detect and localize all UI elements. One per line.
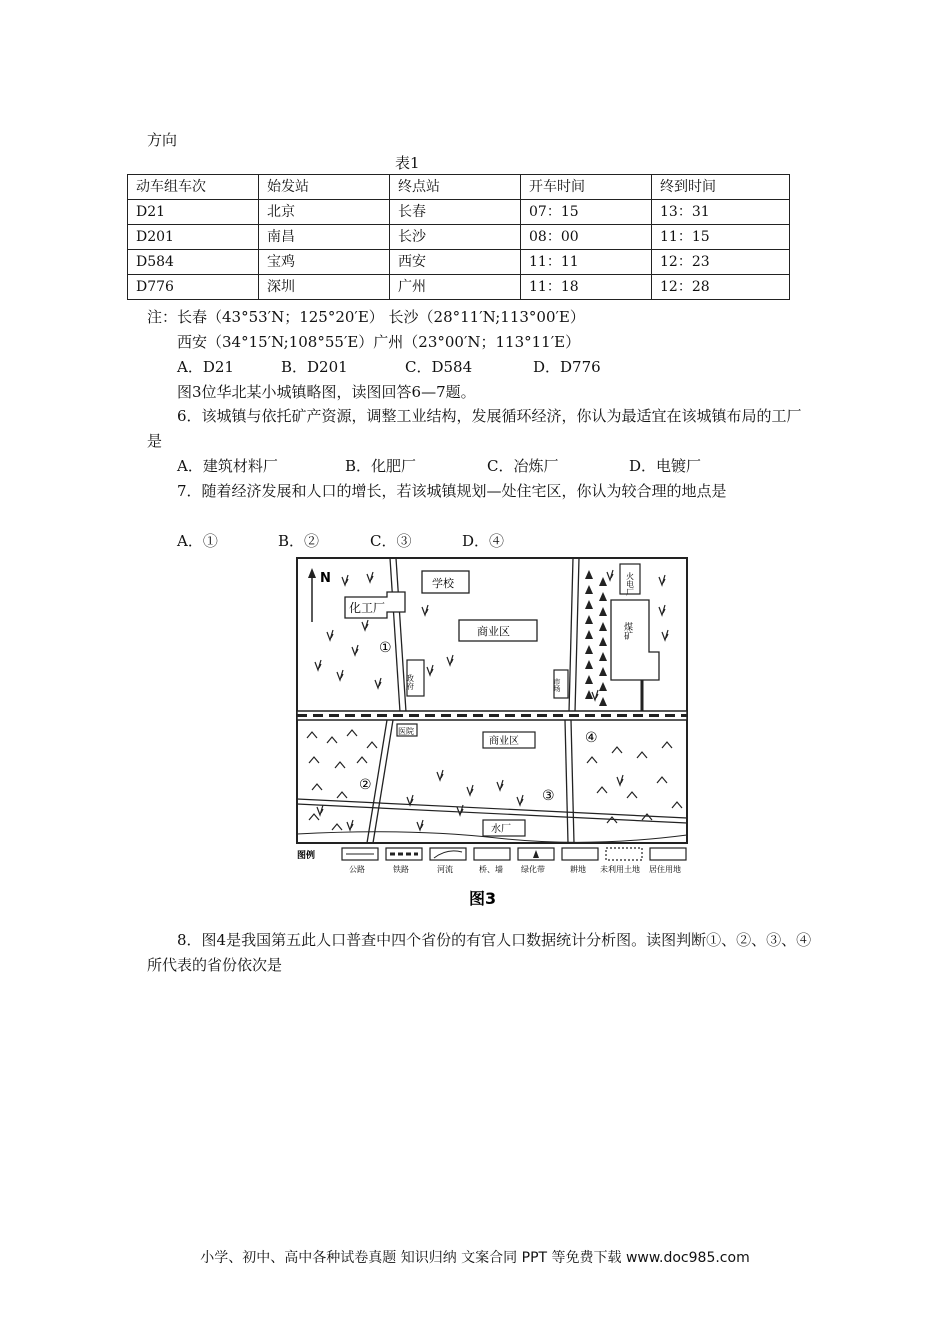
coordinates-note-line2: 西安（34°15′N;108°55′E）广州（23°00′N；113°11′E） <box>177 333 581 351</box>
option-a: A．建筑材料厂 <box>177 457 278 475</box>
header-cell: 终到时间 <box>652 175 790 200</box>
water-plant-label: 水厂 <box>491 824 511 835</box>
option-a: A．① <box>177 532 218 550</box>
q5-options <box>177 357 601 377</box>
leading-text: 方向 <box>147 131 178 149</box>
table-row <box>128 225 790 250</box>
school-label: 学校 <box>432 577 454 590</box>
legend-label: 铁路 <box>393 865 409 874</box>
chemical-plant-label: 化工厂 <box>349 601 386 615</box>
train-schedule-table <box>127 174 790 300</box>
legend-unused-land-icon <box>606 848 642 860</box>
option-b: B．D201 <box>281 358 348 376</box>
coal-mine-label: 煤矿 <box>622 622 632 640</box>
table-header-row <box>128 175 790 200</box>
legend-label: 耕地 <box>570 865 586 874</box>
north-label: N <box>320 571 331 586</box>
table-cell: 11：11 <box>521 250 652 275</box>
legend-label: 河流 <box>437 865 453 874</box>
table-row <box>128 275 790 300</box>
commercial-south-label: 商业区 <box>489 736 519 747</box>
legend-bridge-icon <box>474 848 510 860</box>
table-cell: 广州 <box>390 275 521 300</box>
table-cell: 07：15 <box>521 200 652 225</box>
power-plant-label: 火电厂 <box>625 572 635 596</box>
option-b: B．② <box>278 532 320 550</box>
table-cell: D201 <box>128 225 259 250</box>
table-cell: 12：28 <box>652 275 790 300</box>
coordinates-note-line1: 注：长春（43°53′N；125°20′E） 长沙（28°11′N;113°00′E） <box>147 308 585 326</box>
header-cell: 始发站 <box>259 175 390 200</box>
legend-farmland-icon <box>562 848 598 860</box>
market-label: 市场 <box>553 678 561 692</box>
table-cell: 宝鸡 <box>259 250 390 275</box>
table-cell: 13：31 <box>652 200 790 225</box>
legend-label: 公路 <box>349 865 365 874</box>
table-caption: 表1 <box>395 154 420 172</box>
table-cell: D584 <box>128 250 259 275</box>
table-cell: D21 <box>128 200 259 225</box>
option-c: C．③ <box>370 532 412 550</box>
question-8-stem: 8．图4是我国第五此人口普查中四个省份的有官人口数据统计分析图。读图判断①、②、③、④所代表的省份依次是 <box>147 931 812 974</box>
marker-2: ② <box>359 777 372 793</box>
header-cell: 终点站 <box>390 175 521 200</box>
question-6-stem: 6．该城镇与依托矿产资源，调整工业结构，发展循环经济，你认为最适宜在该城镇布局的工厂是 <box>147 407 802 450</box>
legend-river-icon <box>430 848 466 860</box>
legend <box>342 848 686 860</box>
marker-3: ③ <box>542 788 555 804</box>
commercial-north-label: 商业区 <box>477 625 510 638</box>
marker-4: ④ <box>585 730 598 746</box>
table-cell: 深圳 <box>259 275 390 300</box>
figure-caption: 图3 <box>469 889 497 908</box>
marker-1: ① <box>379 640 392 656</box>
page-footer: 小学、初中、高中各种试卷真题 知识归纳 文案合同 PPT 等免费下载 www.doc985.com <box>200 1250 750 1266</box>
legend-labels <box>349 864 681 874</box>
table-row <box>128 250 790 275</box>
legend-label: 桥、墙 <box>479 865 503 874</box>
table-row <box>128 200 790 225</box>
town-sketch-map <box>287 552 697 912</box>
table-cell: 南昌 <box>259 225 390 250</box>
table-cell: 长沙 <box>390 225 521 250</box>
option-c: C．冶炼厂 <box>487 457 559 475</box>
table-cell: 11：15 <box>652 225 790 250</box>
table-cell: 08：00 <box>521 225 652 250</box>
legend-title: 图例 <box>297 851 316 861</box>
option-a: A．D21 <box>177 358 234 376</box>
q7-options <box>177 531 504 551</box>
gov-label: 政府 <box>405 674 415 690</box>
table-cell: 西安 <box>390 250 521 275</box>
option-d: D．电镀厂 <box>629 457 702 475</box>
table-cell: 11：18 <box>521 275 652 300</box>
table-cell: 12：23 <box>652 250 790 275</box>
option-d: D．④ <box>462 532 505 550</box>
table-cell: D776 <box>128 275 259 300</box>
legend-label: 居住用地 <box>649 865 681 874</box>
legend-residential-icon <box>650 848 686 860</box>
question-7-stem: 7．随着经济发展和人口的增长，若该城镇规划—处住宅区，你认为较合理的地点是 <box>177 482 727 500</box>
legend-label: 绿化带 <box>521 865 545 874</box>
header-cell: 开车时间 <box>521 175 652 200</box>
header-cell: 动车组车次 <box>128 175 259 200</box>
option-b: B．化肥厂 <box>345 457 417 475</box>
q6-options <box>177 456 701 476</box>
table-cell: 长春 <box>390 200 521 225</box>
hospital-label: 医院 <box>398 727 414 736</box>
legend-label: 未利用土地 <box>600 865 640 874</box>
intro-6-7: 图3位华北某小城镇略图，读图回答6—7题。 <box>177 383 476 401</box>
option-c: C．D584 <box>405 358 473 376</box>
option-d: D．D776 <box>533 358 601 376</box>
table-cell: 北京 <box>259 200 390 225</box>
